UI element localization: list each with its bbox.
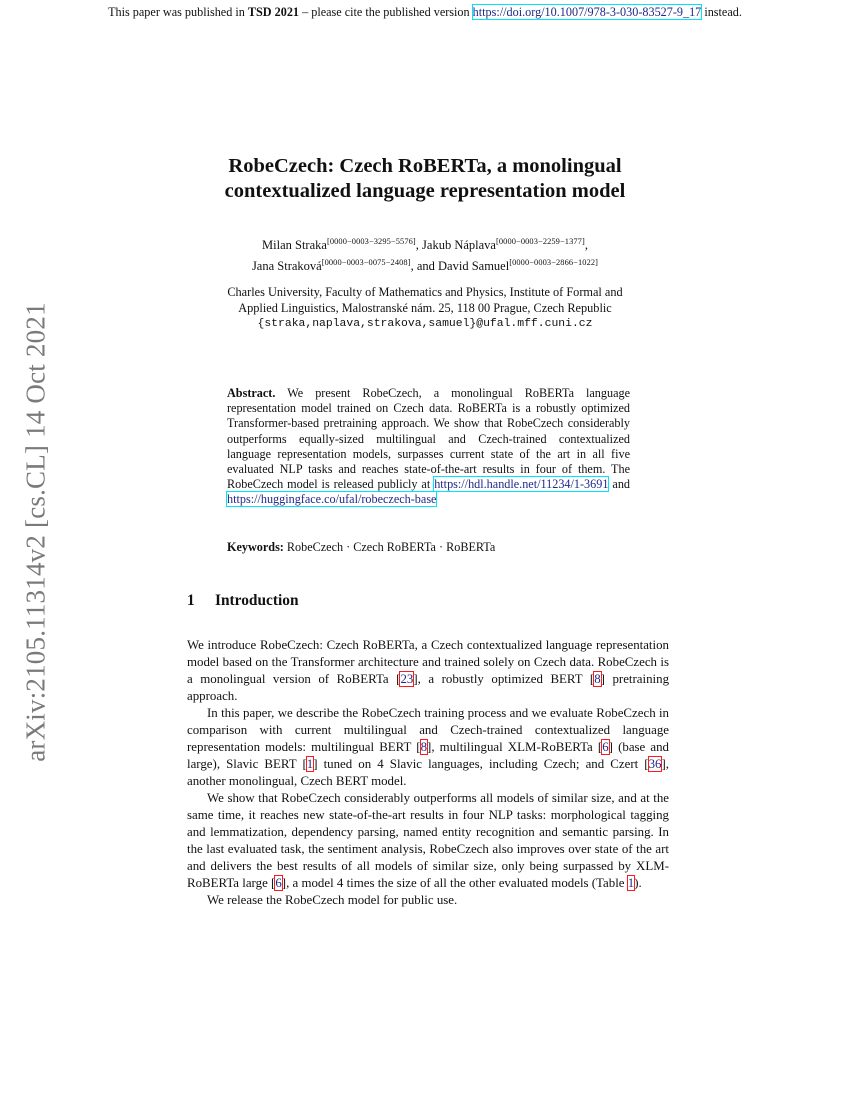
paragraph-text: pretraining approach. <box>187 672 670 703</box>
citation-link[interactable]: 23 <box>400 672 414 686</box>
abstract-label: Abstract. <box>227 386 276 400</box>
abstract-and: and <box>612 477 631 492</box>
author-and: , and <box>410 259 435 273</box>
paragraph: In this paper, we describe the RobeCzech training process and we evaluate RobeCzech in comparison with current multilingual and Czech-trained contextualized language representation models: multilingual BERT [8], multilingual XLM-RoBERTa [6] (base and large), Slavic BERT [1] tuned on 4 Slavic languages, including Czech; and Czert [36], another monolingual, Czech BERT model. <box>187 706 670 788</box>
note-venue: TSD 2021 <box>247 5 300 19</box>
affiliation <box>0 284 850 332</box>
citation-link[interactable]: 36 <box>648 757 662 771</box>
citation-link[interactable]: 6 <box>602 740 609 754</box>
author-name: David Samuel <box>438 259 510 273</box>
author-line-1: Milan Straka[0000−0003−3295−5576], Jakub Náplava[0000−0003−2259−1377], <box>262 237 588 252</box>
citation-link[interactable]: 1 <box>306 757 314 771</box>
orcid: [0000−0003−3295−5576] <box>326 237 416 246</box>
abstract <box>227 386 630 508</box>
orcid: [0000−0003−2866−1022] <box>509 258 599 267</box>
abstract-text: We present RobeCzech, a monolingual RoBERTa language representation model trained on Czech data. RoBERTa is a robustly optimized Transformer-based pretraining approach. We show that RobeCzech considerably outperforms equally-sized multilingual and Czech-trained contextualized language representation models, surpasses current state of the art in all five evaluated NLP tasks and reaches state-of-the-art results in four of them. The RobeCzech model is released publicly at <box>227 386 631 492</box>
paragraph-text: , a robustly optimized BERT <box>417 672 583 686</box>
section-heading <box>187 592 299 610</box>
paragraph-text: We introduce RobeCzech: Czech RoBERTa, a Czech contextualized language representation model based on the Transformer architecture and trained solely on Czech data. RobeCzech is a monolingual version of RoBERTa <box>187 638 669 686</box>
note-prefix: This paper was published in <box>108 5 245 19</box>
lindat-link[interactable]: https://hdl.handle.net/11234/1-3691 <box>434 477 609 492</box>
orcid: [0000−0003−2259−1377] <box>495 237 585 246</box>
paragraph: We release the RobeCzech model for public use. <box>207 893 458 907</box>
keywords-label: Keywords: <box>227 540 284 554</box>
keywords-text: RobeCzech · Czech RoBERTa · RoBERTa <box>286 540 496 554</box>
author-name: Milan Straka <box>262 238 327 252</box>
note-suffix: instead. <box>704 5 742 19</box>
paragraph-text: , a model 4 times the size of all the other evaluated models (Table <box>286 876 625 890</box>
citation-link[interactable]: 6 <box>275 876 282 890</box>
arxiv-identifier: arXiv:2105.11314v2 [cs.CL] 14 Oct 2021 <box>20 302 51 762</box>
citation-link[interactable]: 8 <box>420 740 428 754</box>
citation-link[interactable]: 8 <box>594 672 601 686</box>
author-emails: {straka,naplava,strakova,samuel}@ufal.mff.cuni.cz <box>257 318 593 330</box>
section-number: 1 <box>187 592 195 609</box>
paragraph-text: , another monolingual, Czech BERT model. <box>187 757 669 788</box>
publication-note <box>0 4 850 20</box>
paragraph-text: tuned on 4 Slavic languages, including Czech; and Czert <box>323 757 639 771</box>
table-reference-link[interactable]: 1 <box>627 876 635 890</box>
title-line-1: RobeCzech: Czech RoBERTa, a monolingual <box>228 155 622 177</box>
paragraph: We show that RobeCzech considerably outperforms all models of similar size, and at the same time, it reaches new state-of-the-art results in four NLP tasks: morphological tagging and lemmatization, dependency parsing, named entity recognition and semantic parsing. In the last evaluated task, the sentiment analysis, RobeCzech also improves over state of the art and delivers the best results of all models of similar size, only being surpassed by XLM-RoBERTa large [6], a model 4 times the size of all the other evaluated models (Table 1). <box>187 791 669 890</box>
paragraph-text: (base and large), Slavic BERT <box>187 740 670 771</box>
author-line-2 <box>0 254 850 275</box>
author-list <box>0 233 850 275</box>
title-line-2: contextualized language representation model <box>224 180 626 202</box>
note-middle: – please cite the published version <box>302 5 470 19</box>
author-name: Jana Straková <box>251 259 322 273</box>
keywords <box>227 540 630 555</box>
orcid: [0000−0003−0075−2408] <box>321 258 411 267</box>
huggingface-link[interactable]: https://huggingface.co/ufal/robeczech-base <box>227 492 437 507</box>
author-name: Jakub Náplava <box>422 238 496 252</box>
paragraph-text: We show that RobeCzech considerably outperforms all models of similar size, and at the same time, it reaches new state-of-the-art results in four NLP tasks: morphological tagging and lemmatization, dependency parsing, named entity recognition and semantic parsing. In the last evaluated task, the sentiment analysis, RobeCzech also improves over state of the art and delivers the best results of all models of similar size, only being surpassed by XLM-RoBERTa large <box>187 791 669 890</box>
affiliation-line-2: Applied Linguistics, Malostranské nám. 25, 118 00 Prague, Czech Republic <box>238 301 612 315</box>
paragraph-text: ). <box>634 876 642 890</box>
paragraph-text: In this paper, we describe the RobeCzech training process and we evaluate RobeCzech in comparison with current multilingual and Czech-trained contextualized language representation models: multilingual BERT <box>187 706 669 754</box>
doi-link[interactable]: https://doi.org/10.1007/978-3-030-83527-9_17 <box>472 5 702 19</box>
affiliation-line-1: Charles University, Faculty of Mathematics and Physics, Institute of Formal and <box>227 285 623 299</box>
section-title: Introduction <box>215 592 299 609</box>
paragraph: We introduce RobeCzech: Czech RoBERTa, a Czech contextualized language representation model based on the Transformer architecture and trained solely on Czech data. RobeCzech is a monolingual version of RoBERTa [23], a robustly optimized BERT [8] pretraining approach. <box>187 638 670 703</box>
paragraph-text: , multilingual XLM-RoBERTa <box>431 740 593 754</box>
paper-title <box>0 154 850 204</box>
introduction-body <box>187 637 669 909</box>
